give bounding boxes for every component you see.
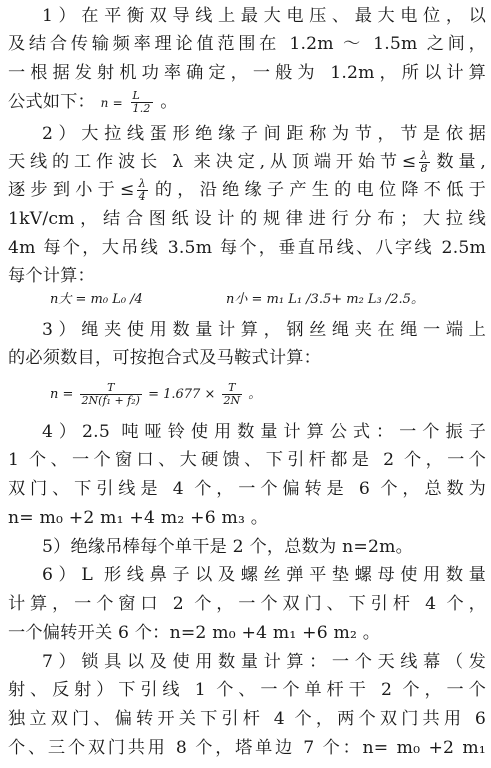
text-line: 4m 每个，大吊线 3.5m 每个，垂直吊线、八字线 2.5m <box>8 238 486 258</box>
fraction-denominator: 1.2 <box>132 102 151 115</box>
text-line: 及结合传输频率理论值范围在 1.2m ～ 1.5m 之间， <box>8 34 486 54</box>
text-segment: 数量, <box>431 152 486 172</box>
text-line: 3）绳夹使用数量计算，钢丝绳夹在绳一端上 <box>42 320 486 340</box>
text-segment: 逐步到小于≤ <box>8 180 135 200</box>
formula-fraction <box>222 382 243 407</box>
fraction-numerator: λ <box>419 150 430 163</box>
text-line-with-formula <box>8 90 486 115</box>
fraction-denominator: 2N(f₁ + f₂) <box>81 394 140 407</box>
formula-clamp-count <box>50 382 261 407</box>
text-line: n= m₀ +2 m₁ +4 m₂ +6 m₃ 。 <box>8 508 269 528</box>
formula-multiplier: = 1.677 × <box>148 387 216 402</box>
text-line: 一根据发射机功率确定，一般为 1.2m，所以计算 <box>8 63 486 83</box>
text-line: 4）2.5 吨哑铃使用数量计算公式：一个振子 <box>42 422 486 442</box>
fraction-denominator: 4 <box>138 190 146 203</box>
text-line-with-formula <box>8 178 486 203</box>
fraction-numerator: λ <box>137 178 148 191</box>
fraction-numerator: T <box>80 382 142 395</box>
text-line: 1kV/cm，结合图纸设计的规律进行分布；大拉线 <box>8 209 486 229</box>
text-line: 5）绝缘吊棒每个单干是 2 个，总数为 n=2m。 <box>42 537 413 557</box>
fraction-numerator: T <box>222 382 243 395</box>
formula-fraction <box>419 150 430 175</box>
formula-fraction <box>80 382 142 407</box>
fraction-denominator: 2N <box>223 394 241 407</box>
text-line: 2）大拉线蛋形绝缘子间距称为节，节是依据 <box>42 124 486 144</box>
text-line: 个、三个双门共用 8 个，塔单边 7 个：n= m₀ +2 m₁ <box>8 738 486 758</box>
text-line: 计算，一个窗口 2 个，一个双门、下引杆 4 个， <box>8 594 486 614</box>
formula-end: 。 <box>248 387 262 402</box>
formula-n-small: n小 = m₁ L₁ /3.5+ m₂ L₃ /2.5。 <box>226 292 424 307</box>
fraction-numerator: L <box>131 90 153 103</box>
text-line: 每个计算： <box>8 266 95 286</box>
text-line: 的必须数目，可按抱合式及马鞍式计算： <box>8 348 321 368</box>
formula-fraction <box>131 90 153 115</box>
text-segment: 天线的工作波长 λ 来决定,从顶端开始节≤ <box>8 152 417 172</box>
text-line: 射、反射）下引线 1 个、一个单杆干 2 个，一个 <box>8 680 486 700</box>
formula-n-large: n大 = m₀ L₀ /4 <box>50 292 143 307</box>
text-segment: 。 <box>160 92 178 112</box>
formula-n-lhs: n = <box>100 96 123 110</box>
formula-n-lhs: n = <box>50 387 74 402</box>
fraction-denominator: 8 <box>420 162 428 175</box>
text-line: 1 个、一个窗口、大硬馈、下引杆都是 2 个，一个 <box>8 450 486 470</box>
text-line: 双门、下引线是 4 个，一个偏转是 6 个，总数为 <box>8 479 486 499</box>
text-line-with-formula <box>8 150 486 175</box>
text-line: 7）锁具以及使用数量计算：一个天线幕（发 <box>42 652 486 672</box>
text-line: 6）L 形线鼻子以及螺丝弹平垫螺母使用数量 <box>42 565 486 585</box>
text-segment: 公式如下： <box>8 92 95 112</box>
formula-fraction <box>137 178 148 203</box>
text-segment: 的，沿绝缘子产生的电位降不低于 <box>149 180 486 200</box>
text-line: 一个偏转开关 6 个：n=2 m₀ +4 m₁ +6 m₂ 。 <box>8 623 381 643</box>
text-line: 独立双门、偏转开关下引杆 4 个，两个双门共用 6 <box>8 709 486 729</box>
text-line: 1）在平衡双导线上最大电压、最大电位，以 <box>42 6 486 26</box>
